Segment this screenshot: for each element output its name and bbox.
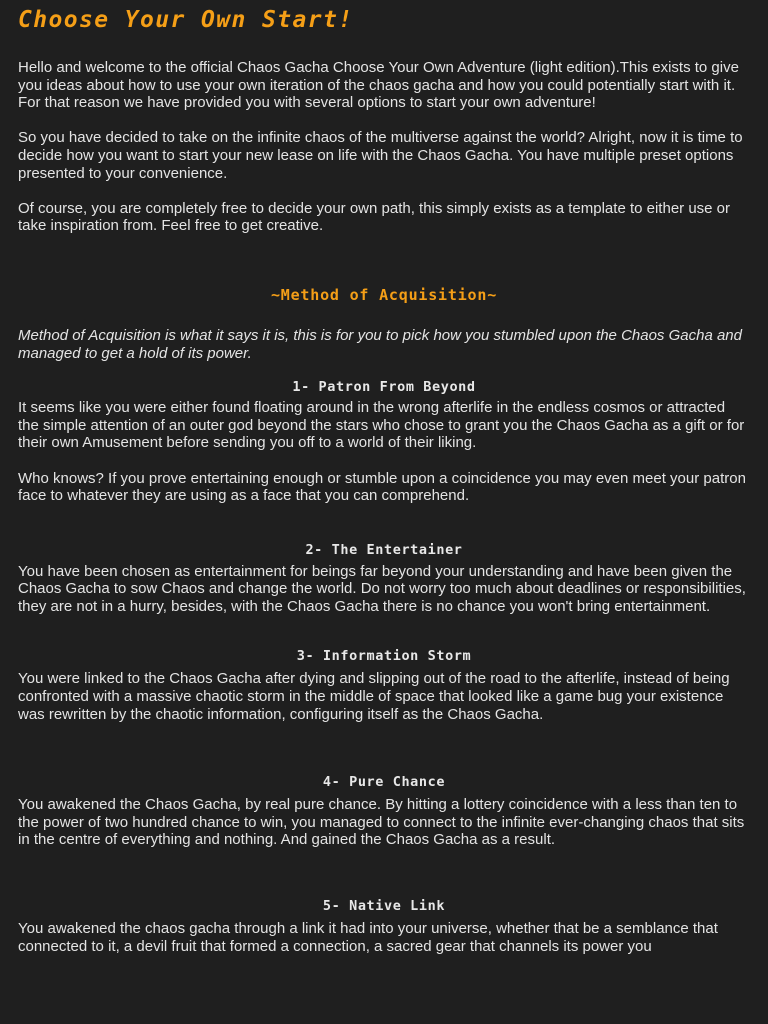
- option-paragraph: It seems like you were either found floating around in the wrong afterlife in the endless cosmos or attracted the simple attention of an outer god beyond the stars who chose to grant you the Chaos Gacha as a gift or for their own Amusement before sending you off to a world of their liking.: [18, 399, 745, 452]
- option-title: 1- Patron From Beyond: [292, 379, 476, 396]
- option-body: [18, 563, 750, 616]
- option-patron-from-beyond: [18, 378, 750, 505]
- page-title: Choose Your Own Start!: [18, 7, 354, 33]
- option-information-storm: [18, 647, 750, 723]
- intro-paragraph: Hello and welcome to the official Chaos Gacha Choose Your Own Adventure (light edition).This exists to give you ideas about how to use your own iteration of the chaos gacha and how you could potentially start with it. For that reason we have provided you with several options to start your own adventure!: [18, 59, 739, 112]
- section-heading: ~Method of Acquisition~: [270, 285, 498, 304]
- section-intro: Method of Acquisition is what it says it is, this is for you to pick how you stumbled upon the Chaos Gacha and managed to get a hold of its power.: [18, 326, 742, 362]
- option-the-entertainer: [18, 541, 750, 616]
- option-title: 4- Pure Chance: [322, 774, 446, 791]
- option-paragraph: You awakened the Chaos Gacha, by real pure chance. By hitting a lottery coincidence with a less than ten to the power of two hundred chance to win, you managed to connect to the infinite ever-changing chaos that sits in the centre of everything and nothing. And gained the Chaos Gacha as a result.: [18, 796, 745, 849]
- option-native-link: [18, 897, 750, 955]
- option-paragraph: You have been chosen as entertainment for beings far beyond your understanding and have been given the Chaos Gacha to sow Chaos and change the world. Do not worry too much about deadlines or responsibilities, they are not in a hurry, besides, with the Chaos Gacha there is no chance you won't bring entertainment.: [18, 562, 746, 615]
- option-body: [18, 670, 750, 723]
- intro-section: [18, 59, 750, 235]
- option-title: 5- Native Link: [322, 898, 446, 915]
- option-paragraph: You awakened the chaos gacha through a link it had into your universe, whether that be a semblance that connected to it, a devil fruit that formed a connection, a sacred gear that channels its power you: [18, 920, 718, 955]
- option-paragraph: You were linked to the Chaos Gacha after dying and slipping out of the road to the afterlife, instead of being confronted with a massive chaotic storm in the middle of space that looked like a game bug your existence was rewritten by the chaotic information, configuring itself as the Chaos Gacha.: [18, 670, 730, 723]
- option-title: 2- The Entertainer: [305, 541, 463, 558]
- option-body: [18, 796, 750, 849]
- option-paragraph: Who knows? If you prove entertaining enough or stumble upon a coincidence you may even meet your patron face to whatever they are using as a face that you can comprehend.: [18, 469, 746, 505]
- option-pure-chance: [18, 773, 750, 849]
- option-body: [18, 920, 750, 955]
- option-title: 3- Information Storm: [296, 648, 472, 665]
- option-body: [18, 399, 750, 505]
- document-page: [18, 0, 750, 955]
- intro-paragraph: So you have decided to take on the infinite chaos of the multiverse against the world? Alright, now it is time to decide how you want to start your new lease on life with the Chaos Gacha. You have multiple preset options presented to your convenience.: [18, 129, 743, 182]
- intro-paragraph: Of course, you are completely free to decide your own path, this simply exists as a template to either use or take inspiration from. Feel free to get creative.: [18, 199, 731, 235]
